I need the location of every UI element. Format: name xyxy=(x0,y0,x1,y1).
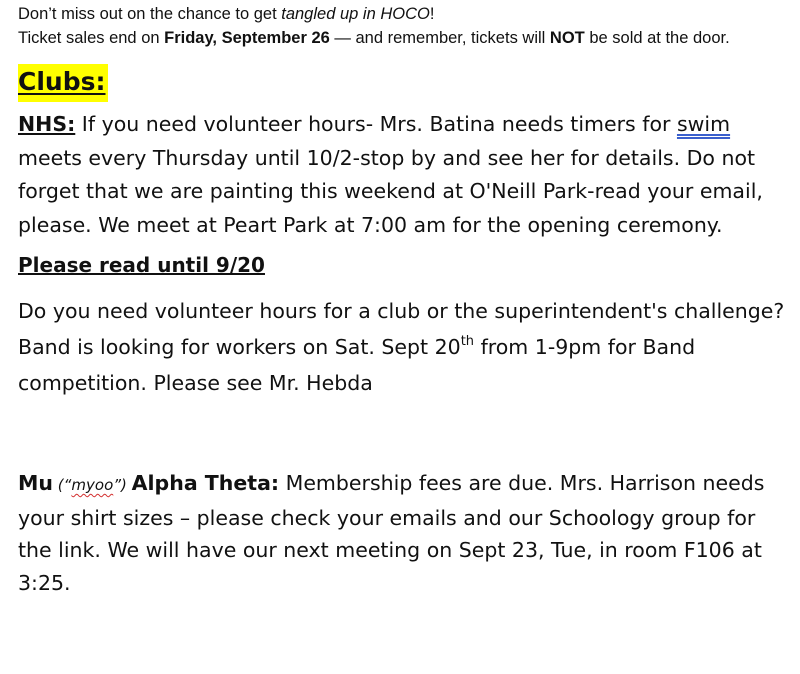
ordinal-suffix: th xyxy=(460,334,475,349)
not-emphasis: NOT xyxy=(549,29,585,47)
document-body xyxy=(18,0,788,599)
hoco-line-2-end: be sold at the door. xyxy=(584,29,730,47)
hoco-line-2-mid: — and remember, tickets will xyxy=(329,29,550,47)
ticket-deadline: Friday, September 26 xyxy=(164,29,330,47)
pronunciation-word: myoo xyxy=(71,476,114,494)
band-text-before: Do you need volunteer hours for a club or the superintendent's challenge? Band is looking for workers on Sat. Sept 20 xyxy=(18,299,785,359)
hoco-tagline: tangled up in HOCO xyxy=(281,5,430,23)
hoco-intro xyxy=(18,2,788,50)
hoco-line-2-text: Ticket sales end on xyxy=(18,29,165,47)
nhs-paragraph xyxy=(18,108,788,242)
hoco-line-2 xyxy=(18,26,788,50)
mu-alpha-theta-paragraph xyxy=(18,467,788,599)
notice-heading: Please read until 9/20 xyxy=(18,253,265,277)
clubs-heading: Clubs: xyxy=(18,64,108,102)
pronunciation-open: (“ xyxy=(53,476,72,494)
mu-label: Mu xyxy=(18,471,53,495)
band-paragraph xyxy=(18,293,788,401)
hoco-line-1 xyxy=(18,2,788,26)
nhs-text-after: meets every Thursday until 10/2-stop by and see her for details. Do not forget that we are painting this weekend at O'Neill Park-read your email, please. We meet at Peart Park at 7:00 am for the opening ceremony. xyxy=(18,145,763,237)
hoco-line-1-end: ! xyxy=(429,5,435,23)
hoco-line-1-text: Don’t miss out on the chance to get xyxy=(18,5,282,23)
nhs-text-before: If you need volunteer hours- Mrs. Batina needs timers for xyxy=(75,112,677,136)
pronunciation-close: ”) xyxy=(113,476,132,494)
alpha-theta-label: Alpha Theta: xyxy=(131,471,280,495)
mu-text: Membership fees are due. Mrs. Harrison needs your shirt sizes – please check your emails and our Schoology group for the link. We will have our next meeting on Sept 23, Tue, in room F106 at 3:25. xyxy=(18,471,765,595)
band-text-after: from 1-9pm for Band competition. Please see Mr. Hebda xyxy=(18,335,696,395)
nhs-label: NHS: xyxy=(18,112,76,136)
pronunciation xyxy=(53,476,132,494)
swim-word: swim xyxy=(676,112,731,136)
